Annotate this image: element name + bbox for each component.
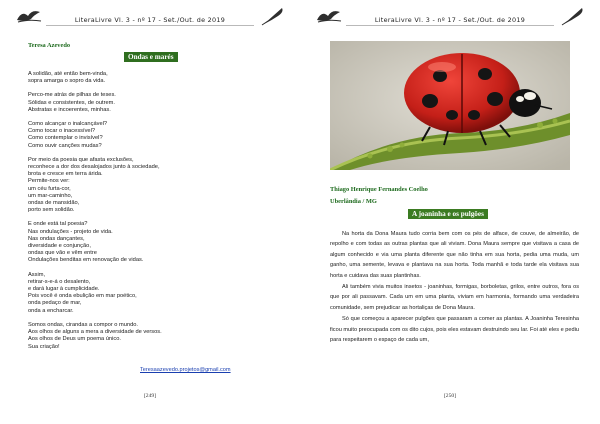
poem-stanza: [28, 272, 258, 315]
poem-line: Nas ondulações - projeto de vida.: [28, 228, 113, 235]
poem-line: brota e cresce em terra árida.: [28, 171, 103, 178]
poem-line: Como ouvir canções mudas?: [28, 142, 102, 149]
poem-stanza: [28, 92, 258, 114]
poem-line: A solidão, até então bem-vinda,: [28, 71, 108, 77]
poem-stanza: [28, 221, 258, 264]
poem-line: Como alcançar o inalcançável?: [28, 121, 108, 128]
article-paragraph: Na horta da Dona Maura tudo corria bem com os pés de alface, de couve, de almeirão, de repolho e com todas as outras plantas que ali viviam. Dona Maura sempre que visitava a casa de algum conhecido e via uma planta diferente que não tinha em sua horta, pedia uma muda, um ganho, uma semente, levava e plantava na sua horta. Toda manhã e toda tarde ela visitava sua horta e cuidava das suas plantinhas.: [330, 231, 579, 279]
poem-stanza: [28, 121, 258, 150]
poem-line: Por meio da poesia que afasta exclusões,: [28, 156, 134, 163]
poem-body: [28, 71, 258, 358]
article-location: Uberlândia / MG: [330, 198, 377, 205]
poem-line: ondas de mansidão,: [28, 200, 80, 207]
poem-line: Aos olhos de alguns a mera a diversidade de versos.: [28, 329, 162, 336]
poem-line: Somos ondas, cirandas a compor o mundo.: [28, 321, 139, 328]
poem-line: Como contemplar o invisível?: [28, 135, 103, 142]
poem-line: ondas que vão e vêm entre: [28, 250, 97, 257]
poem-line: um mar-caminho,: [28, 192, 73, 199]
poem-line: e dará lugar à cumplicidade.: [28, 286, 100, 293]
poem-line: E onde está tal poesia?: [28, 221, 88, 228]
article-paragraph: Ali também vivia muitos insetos - joaninhas, formigas, borboletas, grilos, entre outros, fora os que por ali passavam. Cada um em uma planta, viviam em harmonia, formando uma verdadeira comunidade, sem prejudicar as hortaliças de Dona Maura.: [330, 284, 579, 311]
article-paragraph: Só que começou a aparecer pulgões que passaram a comer as plantas. A Joaninha Teresinha ficou muito preocupada com os dito cujos, pois eles estavam destruindo seu lar. Foi até eles e pediu para respeitarem o espaço de cada um,: [330, 316, 579, 344]
poem-line: Abstratas e incoerentes, minhas.: [28, 106, 111, 113]
quill-pen-icon: [258, 6, 288, 26]
poem-line: retirar-s-e-á o desalento,: [28, 278, 91, 285]
poem-line: onda a encharcar.: [28, 307, 74, 314]
poem-line: diversidade e conjunção,: [28, 243, 91, 250]
poem-line: onda pedaço de mar,: [28, 300, 82, 307]
header-text: LiteraLivre Vl. 3 - nº 17 - Set./Out. de 2019: [74, 16, 226, 24]
ladybug-photo: [330, 41, 570, 170]
poem-stanza: [28, 322, 258, 351]
article-title: A joaninha e os pulgões: [408, 209, 488, 219]
right-page: [300, 0, 600, 424]
article-author: Thiago Henrique Fernandes Coelho: [330, 186, 428, 193]
page-number-right: [250]: [443, 393, 457, 399]
header-text: LiteraLivre Vl. 3 - nº 17 - Set./Out. de 2019: [374, 16, 526, 24]
poem-line: Permite-nos ver:: [28, 178, 70, 185]
poem-line: Pois você é onda ebulição em mar poético,: [28, 293, 137, 300]
poem-stanza: [28, 71, 258, 85]
page-header: [300, 6, 600, 28]
poem-line: Aos olhos de Deus um poema único.: [28, 336, 121, 343]
poem-author: Teresa Azevedo: [28, 42, 71, 49]
quill-pen-icon: [558, 6, 588, 26]
poem-line: Assim,: [28, 271, 46, 278]
poem-line: Nas ondas dançantes,: [28, 235, 85, 242]
author-email-link[interactable]: Teresaazevedo.projetos@gmail.com: [140, 367, 231, 373]
poem-line: Perco-me atrás de pilhas de teses.: [28, 92, 116, 99]
poem-line: Ondulações benditas em renovação de vidas.: [28, 257, 144, 264]
poem-title: Ondas e marés: [124, 52, 178, 62]
page-number-left: [249]: [143, 393, 157, 399]
poem-line: porto sem solidão.: [28, 207, 75, 214]
page-header: [0, 6, 300, 28]
poem-line: Sua criação!: [28, 343, 60, 350]
poem-line: reconhece a dor dos desalojados junto à sociedade,: [28, 164, 160, 171]
article-body: [330, 229, 579, 346]
poem-line: Sólidas e consistentes, de outrem.: [28, 99, 115, 106]
poem-stanza: [28, 157, 258, 215]
poem-line: sopra amarga o sopro da vida.: [28, 78, 106, 85]
poem-line: Como tocar o inacessível?: [28, 128, 96, 135]
poem-line: um céu furta-cor,: [28, 185, 71, 192]
